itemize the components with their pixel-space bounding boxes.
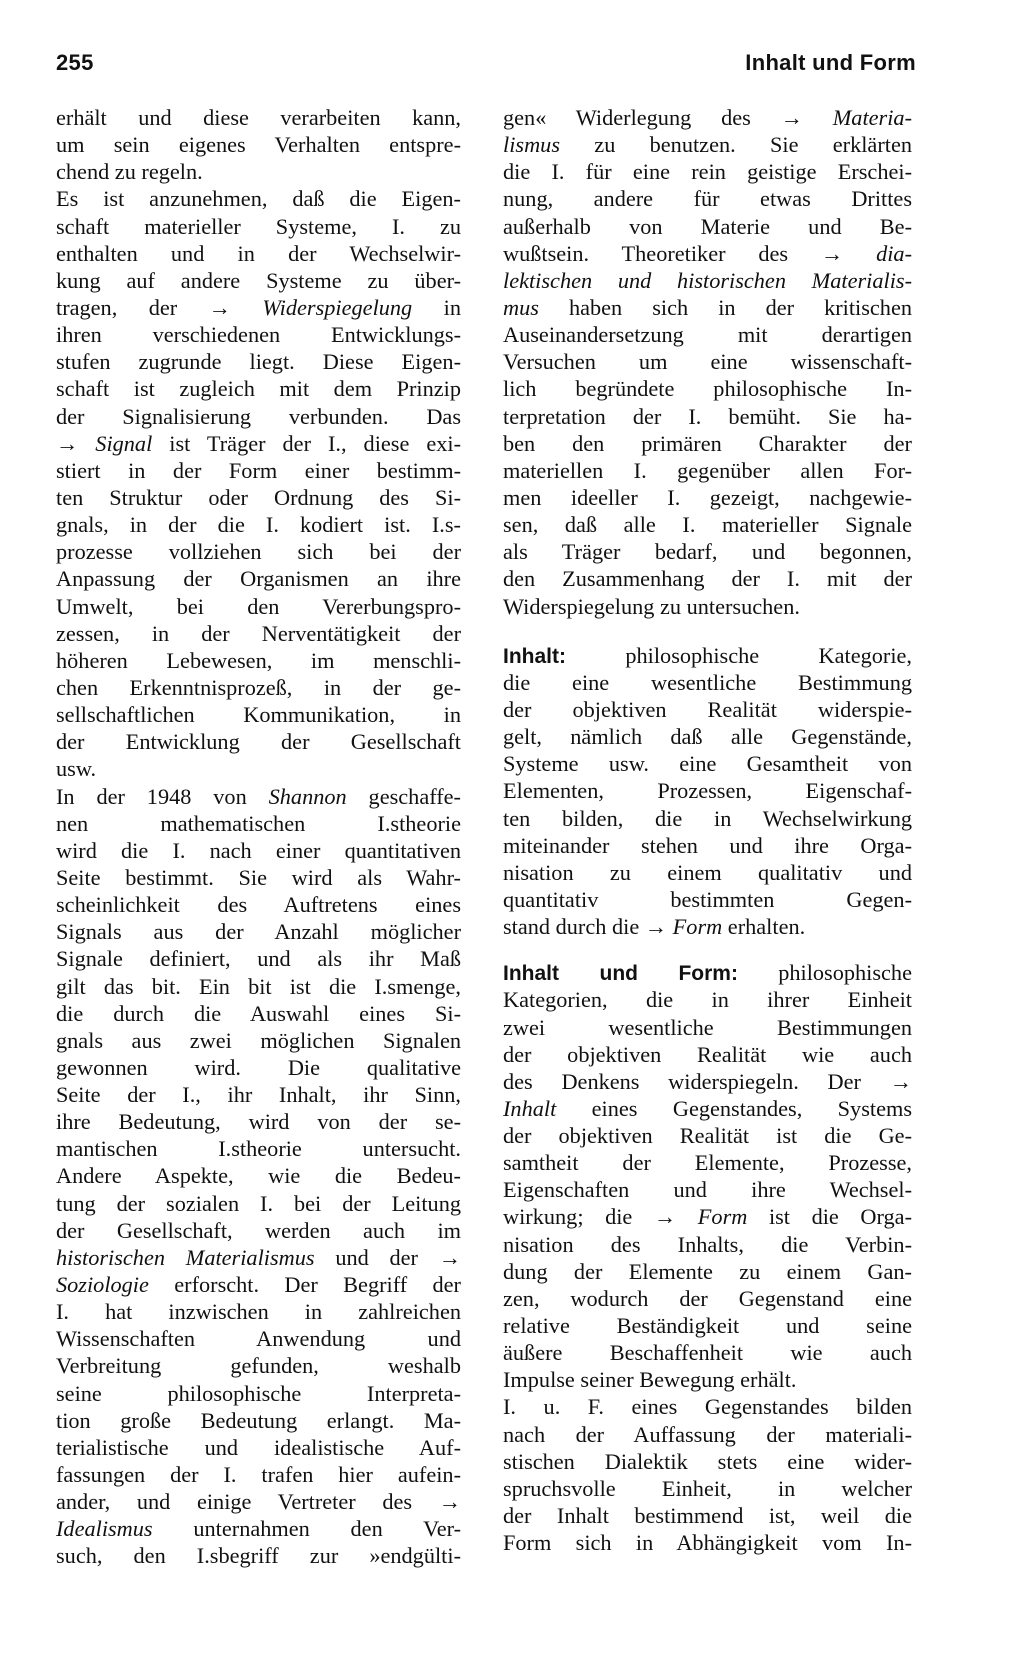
text-line: Es ist anzunehmen, daß die Eigen- <box>56 186 461 212</box>
right-column <box>503 104 912 1556</box>
text-line: dung der Elemente zu einem Gan- <box>503 1258 912 1284</box>
text-line: seine philosophische Interpreta- <box>56 1380 461 1406</box>
text-line: höheren Lebewesen, im menschli- <box>56 647 461 673</box>
entry-headword-inhalt-und-form: Inhalt und Form: <box>503 962 738 986</box>
text-line: tragen, der → Widerspiegelung in <box>56 294 461 320</box>
text-line: samtheit der Elemente, Prozesse, <box>503 1150 912 1176</box>
text-line: Umwelt, bei den Vererbungspro- <box>56 593 461 619</box>
text-line: Signals aus der Anzahl möglicher <box>56 919 461 945</box>
text-line: In der 1948 von Shannon geschaffe- <box>56 783 461 809</box>
text-line: nung, andere für etwas Drittes <box>503 186 912 212</box>
text-line: sen, daß alle I. materieller Signale <box>503 512 912 538</box>
text-line: chen Erkenntnisprozeß, in der ge- <box>56 674 461 700</box>
text-line: die durch die Auswahl eines Si- <box>56 1000 461 1026</box>
text-line: Versuchen um eine wissenschaft- <box>503 349 912 375</box>
text-line: gnals aus zwei möglichen Signalen <box>56 1027 461 1053</box>
text-line: ander, und einige Vertreter des → <box>56 1489 461 1515</box>
text-line: usw. <box>56 756 97 782</box>
text-line: Andere Aspekte, wie die Bedeu- <box>56 1163 461 1189</box>
text-line: mus haben sich in der kritischen <box>503 294 912 320</box>
text-line: gnals, in der die I. kodiert ist. I.s- <box>56 512 461 538</box>
text-line: Kategorien, die in ihrer Einheit <box>503 987 912 1013</box>
text-line: such, den I.sbegriff zur »endgülti- <box>56 1543 461 1569</box>
text-line: ihren verschiedenen Entwicklungs- <box>56 322 461 348</box>
text-line: Seite bestimmt. Sie wird als Wahr- <box>56 864 461 890</box>
text-line: wirkung; die → Form ist die Orga- <box>503 1204 912 1230</box>
text-line: quantitativ bestimmten Gegen- <box>503 886 912 912</box>
text-line: gewonnen wird. Die qualitative <box>56 1054 461 1080</box>
text-line: fassungen der I. trafen hier aufein- <box>56 1462 461 1488</box>
text-line: nisation zu einem qualitativ und <box>503 859 912 885</box>
text-line: Auseinandersetzung mit derartigen <box>503 322 912 348</box>
text-line: stiert in der Form einer bestimm- <box>56 457 461 483</box>
running-head: Inhalt und Form <box>745 50 916 75</box>
text-line: scheinlichkeit des Auftretens eines <box>56 892 461 918</box>
text-line: stand durch die → Form erhalten. <box>503 914 806 940</box>
text-line: lich begründete philosophische In- <box>503 376 912 402</box>
text-line: als Träger bedarf, und begonnen, <box>503 539 912 565</box>
text-line: zwei wesentliche Bestimmungen <box>503 1014 912 1040</box>
text-line: des Denkens widerspiegeln. Der → <box>503 1068 912 1094</box>
text-line: zen, wodurch der Gegenstand eine <box>503 1285 912 1311</box>
text-line: erhält und diese verarbeiten kann, <box>56 105 461 130</box>
text-line: Impulse seiner Bewegung erhält. <box>503 1367 797 1393</box>
text-line: Wissenschaften Anwendung und <box>56 1326 461 1352</box>
text-line: wird die I. nach einer quantitativen <box>56 837 461 863</box>
text-line: Verbreitung gefunden, weshalb <box>56 1353 461 1379</box>
text-line: kung auf andere Systeme zu über- <box>56 267 461 293</box>
text-line: ten bilden, die in Wechselwirkung <box>503 805 912 831</box>
text-line: schaft ist zugleich mit dem Prinzip <box>56 376 461 402</box>
text-line: ten Struktur oder Ordnung des Si- <box>56 484 461 510</box>
text-line: die I. für eine rein geistige Erschei- <box>503 159 912 185</box>
text-line: gelt, nämlich daß alle Gegenstände, <box>503 724 912 750</box>
text-line: historischen Materialismus und der → <box>56 1244 462 1270</box>
text-line: außerhalb von Materie und Be- <box>503 213 912 239</box>
text-line: relative Beständigkeit und seine <box>503 1313 912 1339</box>
text-line: Soziologie erforscht. Der Begriff der <box>56 1272 461 1298</box>
text-line: Idealismus unternahmen den Ver- <box>56 1516 461 1542</box>
text-line: enthalten und in der Wechselwir- <box>56 240 461 266</box>
text-line: stufen zugrunde liegt. Diese Eigen- <box>56 349 461 375</box>
text-line: Elementen, Prozessen, Eigenschaf- <box>503 778 912 804</box>
text-line: Inhalt eines Gegenstandes, Systems <box>503 1095 912 1121</box>
text-line: Seite der I., ihr Inhalt, ihr Sinn, <box>56 1082 461 1108</box>
text-line: wußtsein. Theoretiker des → dia- <box>503 240 912 266</box>
text-line: lismus zu benutzen. Sie erklärten <box>503 132 912 158</box>
text-line: Form sich in Abhängigkeit vom In- <box>503 1530 912 1556</box>
text-line: der Entwicklung der Gesellschaft <box>56 729 461 755</box>
text-line: nach der Auffassung der materiali- <box>503 1421 912 1447</box>
text-line: tion große Bedeutung erlangt. Ma- <box>56 1407 461 1433</box>
text-line: Widerspiegelung zu untersuchen. <box>503 593 800 619</box>
text-line: → Signal ist Träger der I., diese exi- <box>56 430 462 456</box>
entry-text: philosophische Kategorie, <box>566 642 912 668</box>
text-line: nen mathematischen I.stheorie <box>56 810 461 836</box>
text-line: men ideeller I. gezeigt, nachgewie- <box>503 484 912 510</box>
text-line: gen« Widerlegung des → Materia- <box>503 105 912 130</box>
text-line: gilt das bit. Ein bit ist die I.smenge, <box>56 973 461 999</box>
text-line: schaft materieller Systeme, I. zu <box>56 213 461 239</box>
text-line: der objektiven Realität wie auch <box>503 1041 912 1067</box>
text-line: nisation des Inhalts, die Verbin- <box>503 1231 912 1257</box>
text-line: materiellen I. gegenüber allen For- <box>503 457 912 483</box>
text-line: ihre Bedeutung, wird von der se- <box>56 1109 461 1135</box>
entry-first-line <box>503 959 912 986</box>
entry-first-line <box>503 642 912 669</box>
text-line: Eigenschaften und ihre Wechsel- <box>503 1177 912 1203</box>
text-line: stischen Dialektik stets eine wider- <box>503 1448 912 1474</box>
text-line: terpretation der I. bemüht. Sie ha- <box>503 403 912 429</box>
text-line: der objektiven Realität widerspie- <box>503 696 912 722</box>
text-line: der Inhalt bestimmend ist, weil die <box>503 1503 912 1529</box>
text-line: Signale definiert, und als ihr Maß <box>56 946 461 972</box>
text-line: den Zusammenhang der I. mit der <box>503 566 912 592</box>
text-line: äußere Beschaffenheit wie auch <box>503 1340 912 1366</box>
text-line: zessen, in der Nerventätigkeit der <box>56 620 461 646</box>
text-line: um sein eigenes Verhalten entspre- <box>56 132 461 158</box>
entry-text: philosophische <box>737 960 912 986</box>
text-line: mantischen I.stheorie untersucht. <box>56 1136 461 1162</box>
text-line: Systeme usw. eine Gesamtheit von <box>503 751 912 777</box>
text-line: spruchsvolle Einheit, in welcher <box>503 1475 912 1501</box>
left-column <box>56 104 461 1570</box>
text-line: die eine wesentliche Bestimmung <box>503 669 912 695</box>
text-line: ben den primären Charakter der <box>503 430 912 456</box>
text-line: sellschaftlichen Kommunikation, in <box>56 702 461 728</box>
text-line: I. hat inzwischen in zahlreichen <box>56 1299 461 1325</box>
text-line: terialistische und idealistische Auf- <box>56 1434 461 1460</box>
text-line: miteinander stehen und ihre Orga- <box>503 832 912 858</box>
text-line: Anpassung der Organismen an ihre <box>56 566 461 592</box>
text-line: prozesse vollziehen sich bei der <box>56 539 461 565</box>
entry-headword-inhalt: Inhalt: <box>503 644 566 668</box>
text-line: der Gesellschaft, werden auch im <box>56 1217 461 1243</box>
text-line: lektischen und historischen Materialis- <box>503 267 912 293</box>
text-line: tung der sozialen I. bei der Leitung <box>56 1190 461 1216</box>
text-line: chend zu regeln. <box>56 159 203 185</box>
page-number: 255 <box>56 50 94 75</box>
text-line: I. u. F. eines Gegenstandes bilden <box>503 1394 912 1420</box>
text-line: der objektiven Realität ist die Ge- <box>503 1123 912 1149</box>
text-line: der Signalisierung verbunden. Das <box>56 403 461 429</box>
